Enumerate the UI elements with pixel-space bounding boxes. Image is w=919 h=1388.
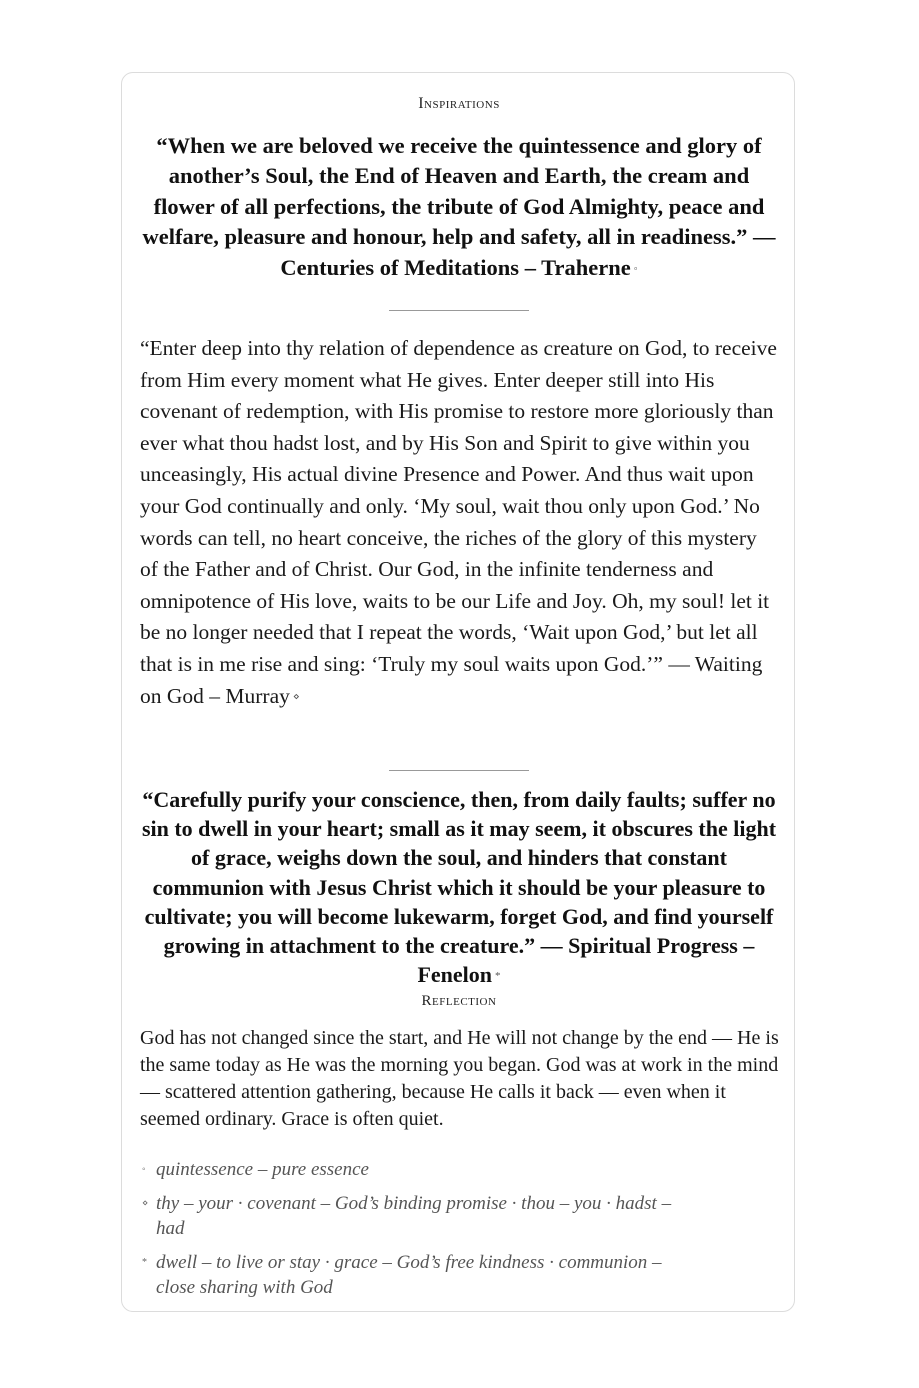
glossary-notes [142,1157,702,1309]
divider [389,770,529,771]
note-marker-circle: ◦ [633,262,638,275]
glossary-note [142,1157,702,1182]
note-text: thy – your · covenant – God’s binding promise · thou – you · hadst – had [156,1193,672,1239]
glossary-note [142,1191,702,1241]
quote-text: “Carefully purify your conscience, then, from daily faults; suffer no sin to dwell in your heart; small as it may seem, it obscures the light of grace, weighs down the soul, and hinders that constant communion with Jesus Christ which it should be your pleasure to cultivate; you will become lukewarm, forget God, and find yourself growing in attachment to the creature.” — Spiritual Progress – Fenelon [141,787,777,988]
reflection-text: God has not changed since the start, and He will not change by the end — He is the same today as He was the morning you began. God was at work in the mind — scattered attention gathering, because He calls it back — even when it seemed ordinary. Grace is often quiet. [140,1027,779,1130]
divider [389,310,529,311]
quote-text: “When we are beloved we receive the quintessence and glory of another’s Soul, the End of Heaven and Earth, the cream and flower of all perfections, the tribute of God Almighty, peace and welfare, pleasure and honour, help and safety, all in readiness.” — Centuries of Meditations – Traherne [142,133,776,280]
note-marker-asterisk: * [142,1257,147,1268]
note-text: dwell – to live or stay · grace – God’s free kindness · communion – close sharing with God [156,1252,662,1298]
quote-fenelon [140,785,778,991]
note-marker-diamond: ⋄ [142,1198,149,1209]
note-marker-asterisk: * [495,970,501,983]
reflection-heading: Reflection [421,993,497,1009]
inspirations-card [121,72,795,1312]
note-marker-circle: ◦ [142,1164,146,1175]
quote-murray [140,333,780,713]
quote-text: “Enter deep into thy relation of dependence as creature on God, to receive from Him every moment what He gives. Enter deeper still into His covenant of redemption, with His promise to restore more gloriously than ever what thou hadst lost, and by His Son and Spirit to give within you unceasingly, His actual divine Presence and Power. And thus wait upon your God continually and only. ‘My soul, wait thou only upon God.’ No words can tell, no heart conceive, the riches of the glory of this mystery of the Father and of Christ. Our God, in the infinite tenderness and omnipotence of His love, waits to be our Life and Joy. Oh, my soul! let it be no longer needed that I repeat the words, ‘Wait upon God,’ but let all that is in me rise and sing: ‘Truly my soul waits upon God.’” — Waiting on God – Murray [140,336,777,708]
glossary-note [142,1250,702,1300]
note-marker-diamond: ⋄ [292,690,300,703]
inspirations-heading: Inspirations [418,95,500,112]
quote-traherne [140,131,778,284]
note-text: quintessence – pure essence [156,1159,369,1180]
